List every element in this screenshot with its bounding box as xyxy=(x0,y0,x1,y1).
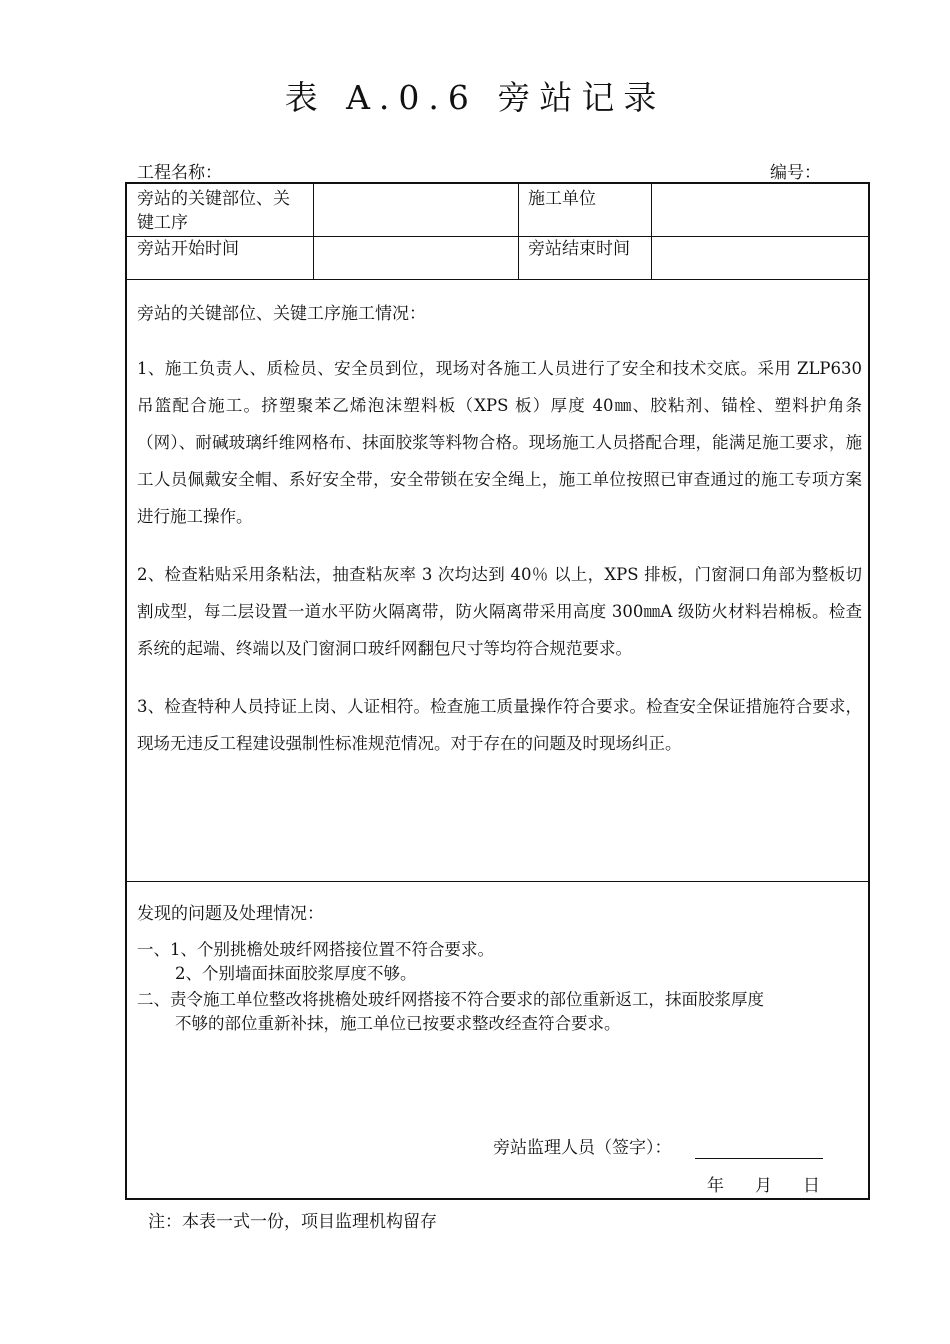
end-time-field[interactable] xyxy=(661,240,861,276)
grid-line xyxy=(127,881,868,882)
key-part-field[interactable] xyxy=(323,187,508,231)
record-form xyxy=(125,182,870,1200)
footer-note: 注：本表一式一份，项目监理机构留存 xyxy=(148,1212,437,1232)
situation-paragraph-2: 2、检查粘贴采用条粘法，抽查粘灰率 3 次均达到 40％ 以上，XPS 排板，门窗洞口角部为整板切割成型，每二层设置一道水平防火隔离带，防火隔离带采用高度 300㎜A 级防火材料岩棉板。检查系统的起端、终端以及门窗洞口玻纤网翻包尺寸等均符合规范要求。 xyxy=(137,565,862,658)
end-time-label: 旁站结束时间 xyxy=(528,239,630,259)
date-day: 日 xyxy=(803,1176,820,1196)
situation-paragraph-3: 3、检查特种人员持证上岗、人证相符。检查施工质量操作符合要求。检查安全保证措施符合要求，现场无违反工程建设强制性标准规范情况。对于存在的问题及时现场纠正。 xyxy=(137,697,862,753)
supervisor-signature-label: 旁站监理人员（签字）： xyxy=(493,1138,672,1158)
problems-heading: 发现的问题及处理情况： xyxy=(137,904,324,924)
problem-item-2-line-1: 二、责令施工单位整改将挑檐处玻纤网搭接不符合要求的部位重新返工，抹面胶浆厚度 xyxy=(137,990,764,1009)
problem-item-1: 一、1、个别挑檐处玻纤网搭接位置不符合要求。 xyxy=(137,940,494,959)
start-time-field[interactable] xyxy=(323,240,508,276)
construction-unit-field[interactable] xyxy=(661,187,861,231)
grid-line xyxy=(313,184,314,279)
project-name-label: 工程名称： xyxy=(137,163,222,183)
grid-line xyxy=(127,279,868,280)
problem-item-1-sub: 2、个别墙面抹面胶浆厚度不够。 xyxy=(175,964,417,983)
construction-unit-label: 施工单位 xyxy=(528,189,596,209)
key-part-label: 旁站的关键部位、关 键工序 xyxy=(137,189,290,233)
start-time-label: 旁站开始时间 xyxy=(137,239,239,259)
situation-heading: 旁站的关键部位、关键工序施工情况： xyxy=(137,304,426,324)
situation-paragraph-1: 1、施工负责人、质检员、安全员到位，现场对各施工人员进行了安全和技术交底。采用 ZLP630 吊篮配合施工。挤塑聚苯乙烯泡沫塑料板（XPS 板）厚度 40㎜、胶粘剂、锚栓、塑料护角条（网）、耐碱玻璃纤维网格布、抹面胶浆等料物合格。现场施工人员搭配合理，能满足施工要求，施工人员佩戴安全帽、系好安全带，安全带锁在安全绳上，施工单位按照已审查通过的施工专项方案进行施工操作。 xyxy=(137,359,862,526)
page-title: 表 A.0.6 旁站记录 xyxy=(284,78,666,117)
signature-line[interactable] xyxy=(695,1158,823,1159)
problem-item-2-line-2: 不够的部位重新补抹，施工单位已按要求整改经查符合要求。 xyxy=(175,1014,621,1033)
date-month: 月 xyxy=(755,1176,772,1196)
grid-line xyxy=(651,184,652,279)
number-label: 编号： xyxy=(770,163,821,183)
date-year: 年 xyxy=(707,1176,724,1196)
grid-line xyxy=(518,184,519,279)
